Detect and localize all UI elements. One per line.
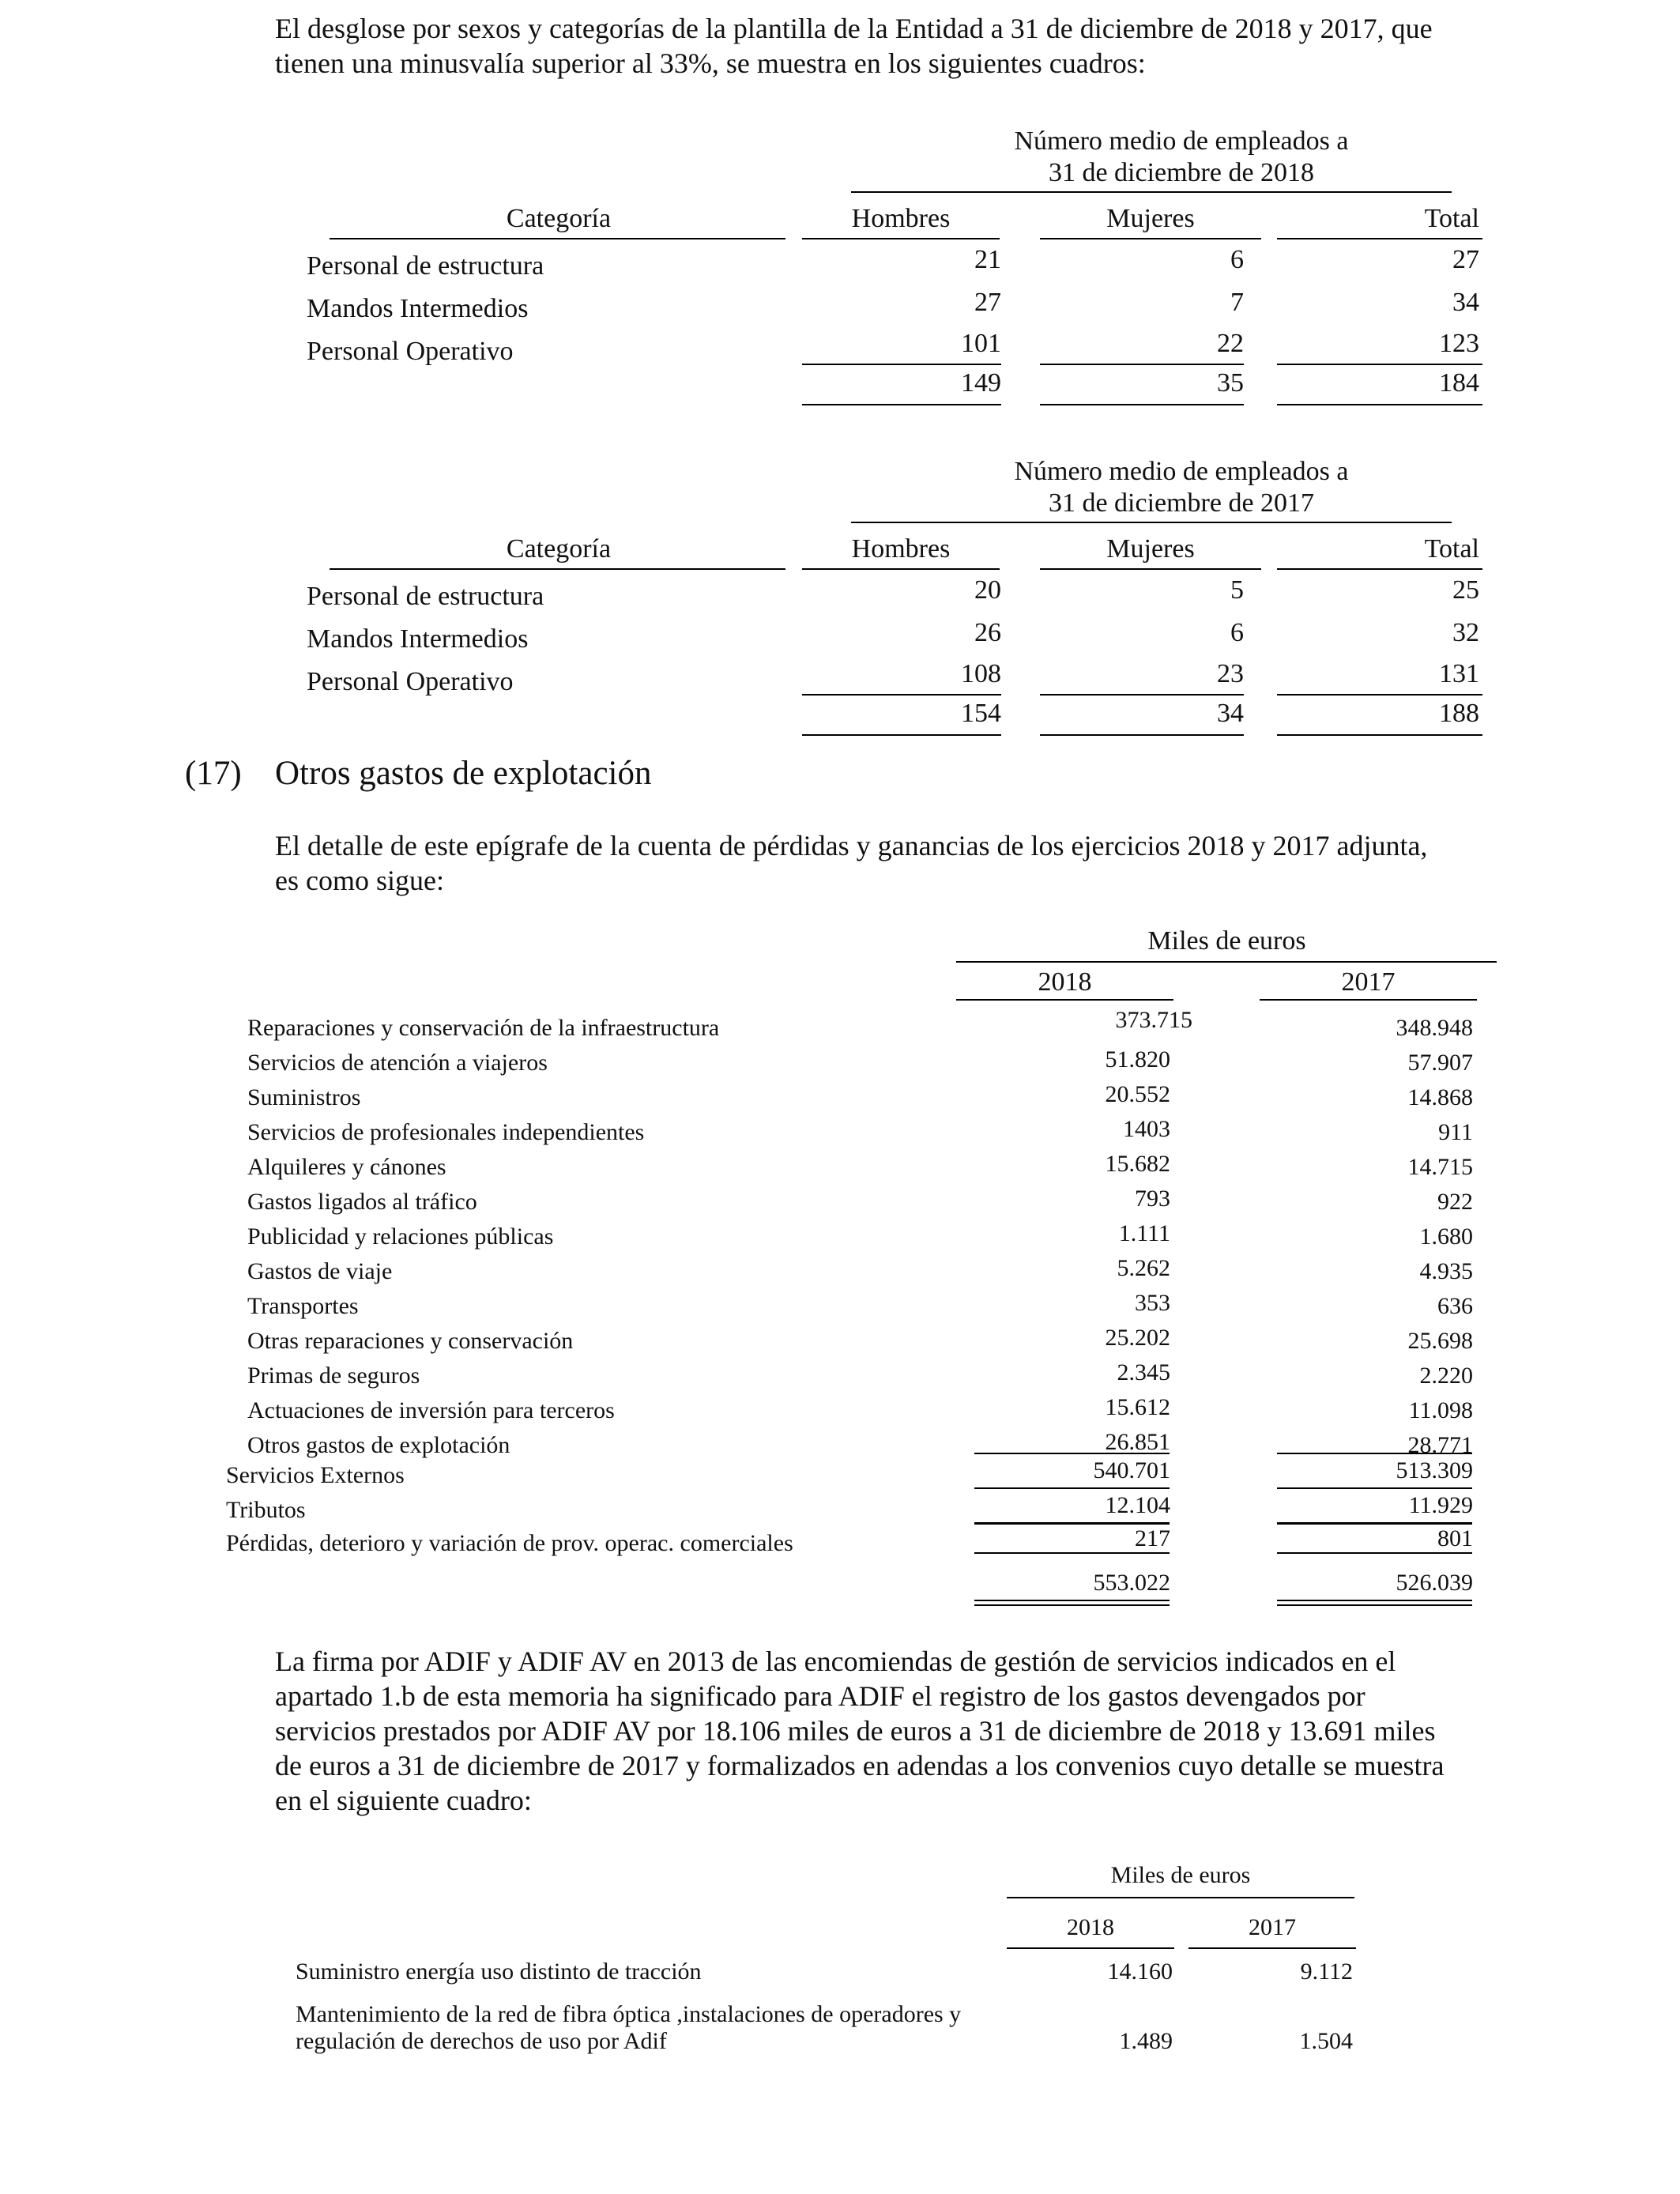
subtotal-2018: 217 bbox=[1135, 1525, 1170, 1551]
table-2017-title-line-2: 31 de diciembre de 2017 bbox=[1048, 488, 1315, 518]
cell-2017: 636 bbox=[1437, 1293, 1473, 1319]
rule bbox=[1277, 734, 1482, 736]
row-label: Alquileres y cánones bbox=[247, 1154, 446, 1180]
rule bbox=[1040, 364, 1244, 365]
column-header-hombres: Hombres bbox=[851, 204, 951, 233]
cell-2018: 15.682 bbox=[1105, 1151, 1170, 1177]
subtotal-2018: 12.104 bbox=[1105, 1492, 1170, 1518]
cell-2017: 922 bbox=[1437, 1189, 1473, 1215]
year-header-2017: 2017 bbox=[1341, 967, 1396, 997]
row-label: Actuaciones de inversión para terceros bbox=[247, 1397, 615, 1423]
cell-2018: 1403 bbox=[1123, 1116, 1170, 1142]
table-2018-title-line-1: Número medio de empleados a bbox=[1014, 126, 1349, 156]
paragraph-line-2: apartado 1.b de esta memoria ha significado para ADIF el registro de los gastos devengados por bbox=[275, 1680, 1365, 1712]
paragraph-line-3: servicios prestados por ADIF AV por 18.106 miles de euros a 31 de diciembre de 2018 y 13.691 miles bbox=[275, 1715, 1436, 1747]
cell-2018: 2.345 bbox=[1117, 1359, 1170, 1385]
subtotal-label: Tributos bbox=[226, 1497, 306, 1523]
total-mujeres: 35 bbox=[1217, 368, 1244, 398]
row-label: Gastos de viaje bbox=[247, 1258, 393, 1284]
rule bbox=[956, 999, 1173, 1001]
column-header-categoria: Categoría bbox=[506, 204, 612, 233]
rule bbox=[851, 191, 1452, 193]
rule bbox=[1277, 1487, 1472, 1489]
rule bbox=[1260, 999, 1477, 1001]
rule bbox=[802, 364, 1001, 365]
cell-2017: 14.868 bbox=[1407, 1084, 1473, 1110]
cell-2017: 25.698 bbox=[1407, 1328, 1473, 1354]
cell-2017: 911 bbox=[1438, 1119, 1473, 1145]
cell-total: 34 bbox=[1452, 288, 1479, 317]
cell-2018: 373.715 bbox=[1115, 1007, 1192, 1033]
cell-total: 131 bbox=[1439, 659, 1479, 688]
cell-2018: 26.851 bbox=[1105, 1429, 1170, 1455]
row-label-line-1: Mantenimiento de la red de fibra óptica ,instalaciones de operadores y bbox=[296, 2001, 962, 2027]
rule bbox=[1277, 1453, 1472, 1454]
rule bbox=[1007, 1947, 1174, 1949]
total-total: 188 bbox=[1439, 699, 1479, 728]
rule bbox=[1277, 1522, 1472, 1525]
rule bbox=[1040, 238, 1261, 239]
cell-2017: 9.112 bbox=[1300, 1958, 1353, 1985]
table-2017-title-line-1: Número medio de empleados a bbox=[1014, 457, 1349, 486]
cell-mujeres: 7 bbox=[1230, 288, 1244, 317]
cell-2017: 4.935 bbox=[1419, 1258, 1473, 1284]
table-2018-title-line-2: 31 de diciembre de 2018 bbox=[1048, 158, 1315, 187]
cell-2017: 14.715 bbox=[1407, 1154, 1473, 1180]
row-label-line-2: regulación de derechos de uso por Adif bbox=[296, 2028, 667, 2054]
rule bbox=[802, 404, 1001, 405]
rule bbox=[974, 1522, 1170, 1525]
cell-2018: 14.160 bbox=[1107, 1958, 1173, 1985]
subtotal-2017: 11.929 bbox=[1408, 1492, 1473, 1518]
rule bbox=[1277, 364, 1482, 365]
section-number: (17) bbox=[185, 755, 242, 792]
intro-line-2: tienen una minusvalía superior al 33%, se muestra en los siguientes cuadros: bbox=[275, 47, 1146, 79]
rule bbox=[330, 238, 785, 239]
row-label: Servicios de atención a viajeros bbox=[247, 1050, 548, 1076]
row-label: Suministro energía uso distinto de tracción bbox=[296, 1958, 702, 1985]
rule bbox=[974, 1552, 1170, 1554]
rule bbox=[1188, 1947, 1356, 1949]
paragraph-line-4: de euros a 31 de diciembre de 2017 y formalizados en adendas a los convenios cuyo detalle se muestra bbox=[275, 1750, 1445, 1781]
rule bbox=[802, 238, 1000, 239]
subtotal-label: Pérdidas, deterioro y variación de prov. operac. comerciales bbox=[226, 1530, 793, 1556]
intro-line-1: El desglose por sexos y categorías de la plantilla de la Entidad a 31 de diciembre de 2018 y 2017, que bbox=[275, 13, 1433, 44]
section-title: Otros gastos de explotación bbox=[275, 755, 652, 792]
rule bbox=[330, 568, 785, 570]
row-label: Otros gastos de explotación bbox=[247, 1432, 510, 1458]
paragraph-line-1: La firma por ADIF y ADIF AV en 2013 de las encomiendas de gestión de servicios indicados en el bbox=[275, 1646, 1396, 1677]
rule bbox=[802, 694, 1001, 696]
cell-mujeres: 6 bbox=[1230, 618, 1244, 647]
row-label: Personal de estructura bbox=[307, 582, 544, 611]
paragraph-line-5: en el siguiente cuadro: bbox=[275, 1785, 532, 1816]
column-header-mujeres: Mujeres bbox=[1106, 204, 1195, 233]
subtotal-2017: 801 bbox=[1437, 1525, 1473, 1551]
column-header-total: Total bbox=[1424, 534, 1479, 564]
rule bbox=[1277, 1552, 1472, 1554]
subtotal-label: Servicios Externos bbox=[226, 1462, 405, 1488]
rule bbox=[1277, 694, 1482, 696]
rule bbox=[1040, 404, 1244, 405]
cell-2017: 28.771 bbox=[1407, 1432, 1473, 1458]
row-label: Personal de estructura bbox=[307, 251, 544, 281]
section-intro-line-2: es como sigue: bbox=[275, 865, 444, 896]
units-header: Miles de euros bbox=[1110, 1862, 1251, 1888]
subtotal-2018: 540.701 bbox=[1093, 1457, 1170, 1483]
total-2017: 526.039 bbox=[1396, 1570, 1473, 1596]
cell-2017: 1.680 bbox=[1419, 1223, 1473, 1250]
cell-mujeres: 22 bbox=[1217, 329, 1244, 358]
total-total: 184 bbox=[1439, 368, 1479, 398]
row-label: Gastos ligados al tráfico bbox=[247, 1189, 477, 1215]
rule bbox=[1277, 568, 1482, 570]
row-label: Mandos Intermedios bbox=[307, 294, 529, 323]
rule bbox=[802, 734, 1001, 736]
cell-hombres: 101 bbox=[961, 329, 1001, 358]
units-header: Miles de euros bbox=[1147, 926, 1306, 956]
cell-2018: 20.552 bbox=[1105, 1081, 1170, 1107]
cell-total: 27 bbox=[1452, 245, 1479, 274]
column-header-total: Total bbox=[1424, 204, 1479, 233]
rule bbox=[1040, 568, 1261, 570]
column-header-hombres: Hombres bbox=[851, 534, 951, 564]
row-label: Publicidad y relaciones públicas bbox=[247, 1223, 554, 1250]
double-rule bbox=[1277, 1600, 1472, 1606]
cell-2017: 2.220 bbox=[1419, 1363, 1473, 1389]
cell-2018: 1.111 bbox=[1118, 1220, 1170, 1246]
cell-hombres: 26 bbox=[974, 618, 1001, 647]
cell-2018: 1.489 bbox=[1119, 2028, 1173, 2054]
total-2018: 553.022 bbox=[1093, 1570, 1170, 1596]
cell-2017: 1.504 bbox=[1299, 2028, 1353, 2054]
year-header-2018: 2018 bbox=[1038, 967, 1092, 997]
row-label: Primas de seguros bbox=[247, 1363, 420, 1389]
cell-2018: 793 bbox=[1135, 1186, 1170, 1212]
rule bbox=[1277, 238, 1482, 239]
row-label: Mandos Intermedios bbox=[307, 624, 529, 654]
year-header-2017: 2017 bbox=[1249, 1914, 1296, 1940]
cell-hombres: 21 bbox=[974, 245, 1001, 274]
column-header-mujeres: Mujeres bbox=[1106, 534, 1195, 564]
cell-2018: 51.820 bbox=[1105, 1046, 1170, 1072]
section-intro-line-1: El detalle de este epígrafe de la cuenta de pérdidas y ganancias de los ejercicios 2018 y 2017 adjunta, bbox=[275, 830, 1428, 861]
row-label: Transportes bbox=[247, 1293, 359, 1319]
cell-2017: 348.948 bbox=[1396, 1015, 1473, 1041]
cell-2018: 5.262 bbox=[1117, 1255, 1170, 1281]
total-mujeres: 34 bbox=[1217, 699, 1244, 728]
rule bbox=[956, 961, 1497, 963]
cell-2017: 57.907 bbox=[1407, 1050, 1473, 1076]
rule bbox=[1040, 694, 1244, 696]
cell-2018: 353 bbox=[1135, 1290, 1170, 1316]
cell-hombres: 27 bbox=[974, 288, 1001, 317]
row-label: Suministros bbox=[247, 1084, 361, 1110]
year-header-2018: 2018 bbox=[1067, 1914, 1114, 1940]
cell-mujeres: 23 bbox=[1217, 659, 1244, 688]
double-rule bbox=[974, 1600, 1170, 1606]
row-label: Personal Operativo bbox=[307, 667, 514, 696]
cell-2018: 15.612 bbox=[1105, 1394, 1170, 1420]
rule bbox=[1277, 404, 1482, 405]
total-hombres: 154 bbox=[961, 699, 1001, 728]
rule bbox=[802, 568, 1000, 570]
cell-2018: 25.202 bbox=[1105, 1325, 1170, 1351]
subtotal-2017: 513.309 bbox=[1396, 1457, 1473, 1483]
cell-2017: 11.098 bbox=[1408, 1397, 1473, 1423]
total-hombres: 149 bbox=[961, 368, 1001, 398]
rule bbox=[1007, 1897, 1354, 1898]
row-label: Reparaciones y conservación de la infraestructura bbox=[247, 1015, 720, 1041]
cell-mujeres: 6 bbox=[1230, 245, 1244, 274]
cell-hombres: 20 bbox=[974, 575, 1001, 605]
cell-total: 25 bbox=[1452, 575, 1479, 605]
cell-hombres: 108 bbox=[961, 659, 1001, 688]
rule bbox=[974, 1453, 1170, 1454]
rule bbox=[851, 522, 1452, 523]
cell-total: 32 bbox=[1452, 618, 1479, 647]
rule bbox=[1040, 734, 1244, 736]
cell-mujeres: 5 bbox=[1230, 575, 1244, 605]
column-header-categoria: Categoría bbox=[506, 534, 612, 564]
cell-total: 123 bbox=[1439, 329, 1479, 358]
row-label: Otras reparaciones y conservación bbox=[247, 1328, 574, 1354]
row-label: Servicios de profesionales independientes bbox=[247, 1119, 645, 1145]
row-label: Personal Operativo bbox=[307, 337, 514, 366]
rule bbox=[974, 1487, 1170, 1489]
